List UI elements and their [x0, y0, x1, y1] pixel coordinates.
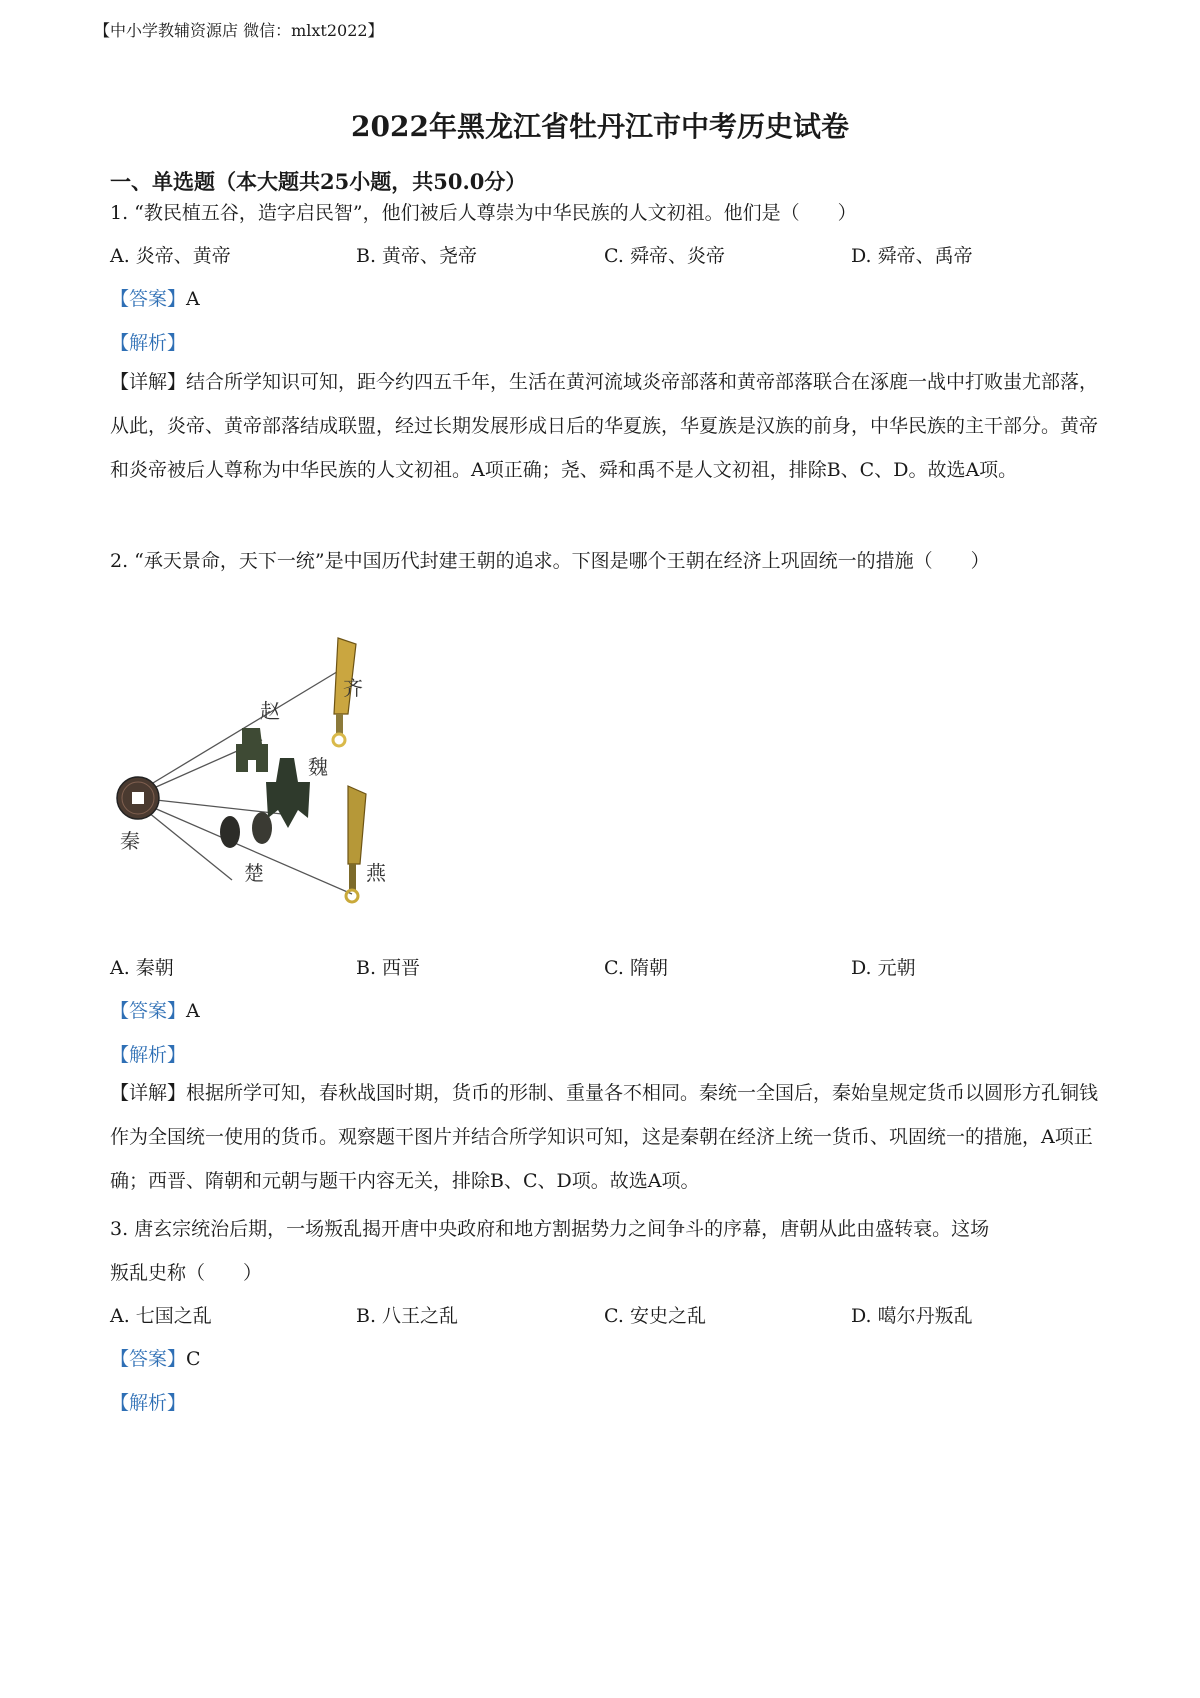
q2-answer — [110, 996, 200, 1023]
q1-option-b: B. 黄帝、尧帝 — [356, 245, 478, 267]
q3-stem-line1: 3. 唐玄宗统治后期，一场叛乱揭开唐中央政府和地方割据势力之间争斗的序幕，唐朝从此由盛转衰。这场 — [110, 1218, 990, 1240]
q1-analysis-label: 【解析】 — [110, 332, 187, 354]
detail-label: 【详解】 — [110, 371, 187, 393]
label-wei: 魏 — [308, 755, 328, 779]
q1-detail — [110, 360, 1100, 492]
q3-option-d: D. 噶尔丹叛乱 — [851, 1305, 973, 1327]
q1-answer — [110, 284, 200, 311]
q2-answer-value: A — [186, 1000, 200, 1022]
q2-option-c: C. 隋朝 — [604, 957, 668, 979]
q3-option-b: B. 八王之乱 — [356, 1305, 459, 1327]
label-yan: 燕 — [366, 861, 386, 885]
section-heading: 一、单选题（本大题共25小题，共50.0分） — [110, 169, 527, 194]
answer-label: 【答案】 — [110, 1000, 187, 1022]
label-chu: 楚 — [244, 861, 264, 885]
answer-label: 【答案】 — [110, 288, 187, 310]
q2-option-b: B. 西晋 — [356, 957, 421, 979]
wei-spade-coin-icon — [266, 758, 310, 828]
zhao-spade-coin-icon — [236, 728, 268, 772]
q3-option-c: C. 安史之乱 — [604, 1305, 706, 1327]
coin-unification-figure — [112, 632, 432, 972]
detail-label: 【详解】 — [110, 1082, 187, 1104]
page-header: 【中小学教辅资源店 微信：mlxt2022】 — [94, 21, 384, 40]
label-qin: 秦 — [120, 829, 140, 853]
q2-detail-text: 根据所学可知，春秋战国时期，货币的形制、重量各不相同。秦统一全国后，秦始皇规定货币以圆形方孔铜钱作为全国统一使用的货币。观察题干图片并结合所学知识可知，这是秦朝在经济上统一货币、巩固统一的措施，A项正确；西晋、隋朝和元朝与题干内容无关，排除B、C、D项。故选A项。 — [110, 1082, 1099, 1192]
page-title: 2022年黑龙江省牡丹江市中考历史试卷 — [351, 110, 849, 143]
q1-answer-value: A — [186, 288, 200, 310]
q1-option-a: A. 炎帝、黄帝 — [110, 245, 231, 267]
q3-analysis-label: 【解析】 — [110, 1392, 187, 1414]
q3-answer — [110, 1344, 201, 1371]
q1-stem: 1. “教民植五谷，造字启民智”，他们被后人尊崇为中华民族的人文初祖。他们是（ ） — [110, 202, 857, 224]
q1-option-c: C. 舜帝、炎帝 — [604, 245, 725, 267]
qin-coin-icon — [117, 777, 159, 819]
q3-stem-line2: 叛乱史称（ ） — [110, 1262, 263, 1284]
connector-lines — [138, 664, 352, 894]
q2-option-d: D. 元朝 — [851, 957, 916, 979]
answer-label: 【答案】 — [110, 1348, 187, 1370]
q3-answer-value: C — [186, 1348, 201, 1370]
label-zhao: 赵 — [260, 699, 280, 723]
q2-option-a: A. 秦朝 — [110, 957, 174, 979]
q2-stem: 2. “承天景命，天下一统”是中国历代封建王朝的追求。下图是哪个王朝在经济上巩固统一的措施（ ） — [110, 550, 990, 572]
q3-option-a: A. 七国之乱 — [110, 1305, 212, 1327]
q2-analysis-label: 【解析】 — [110, 1044, 187, 1066]
yan-knife-coin-icon — [346, 786, 366, 902]
label-qi: 齐 — [343, 676, 363, 700]
q1-detail-text: 结合所学知识可知，距今约四五千年，生活在黄河流域炎帝部落和黄帝部落联合在涿鹿一战中打败蚩尤部落，从此，炎帝、黄帝部落结成联盟，经过长期发展形成日后的华夏族，华夏族是汉族的前身，中华民族的主干部分。黄帝和炎帝被后人尊称为中华民族的人文初祖。A项正确；尧、舜和禹不是人文初祖，排除B、C、D。故选A项。 — [110, 371, 1099, 481]
q2-detail — [110, 1071, 1100, 1203]
chu-ant-nose-coin-icon — [220, 812, 272, 848]
q1-option-d: D. 舜帝、禹帝 — [851, 245, 973, 267]
